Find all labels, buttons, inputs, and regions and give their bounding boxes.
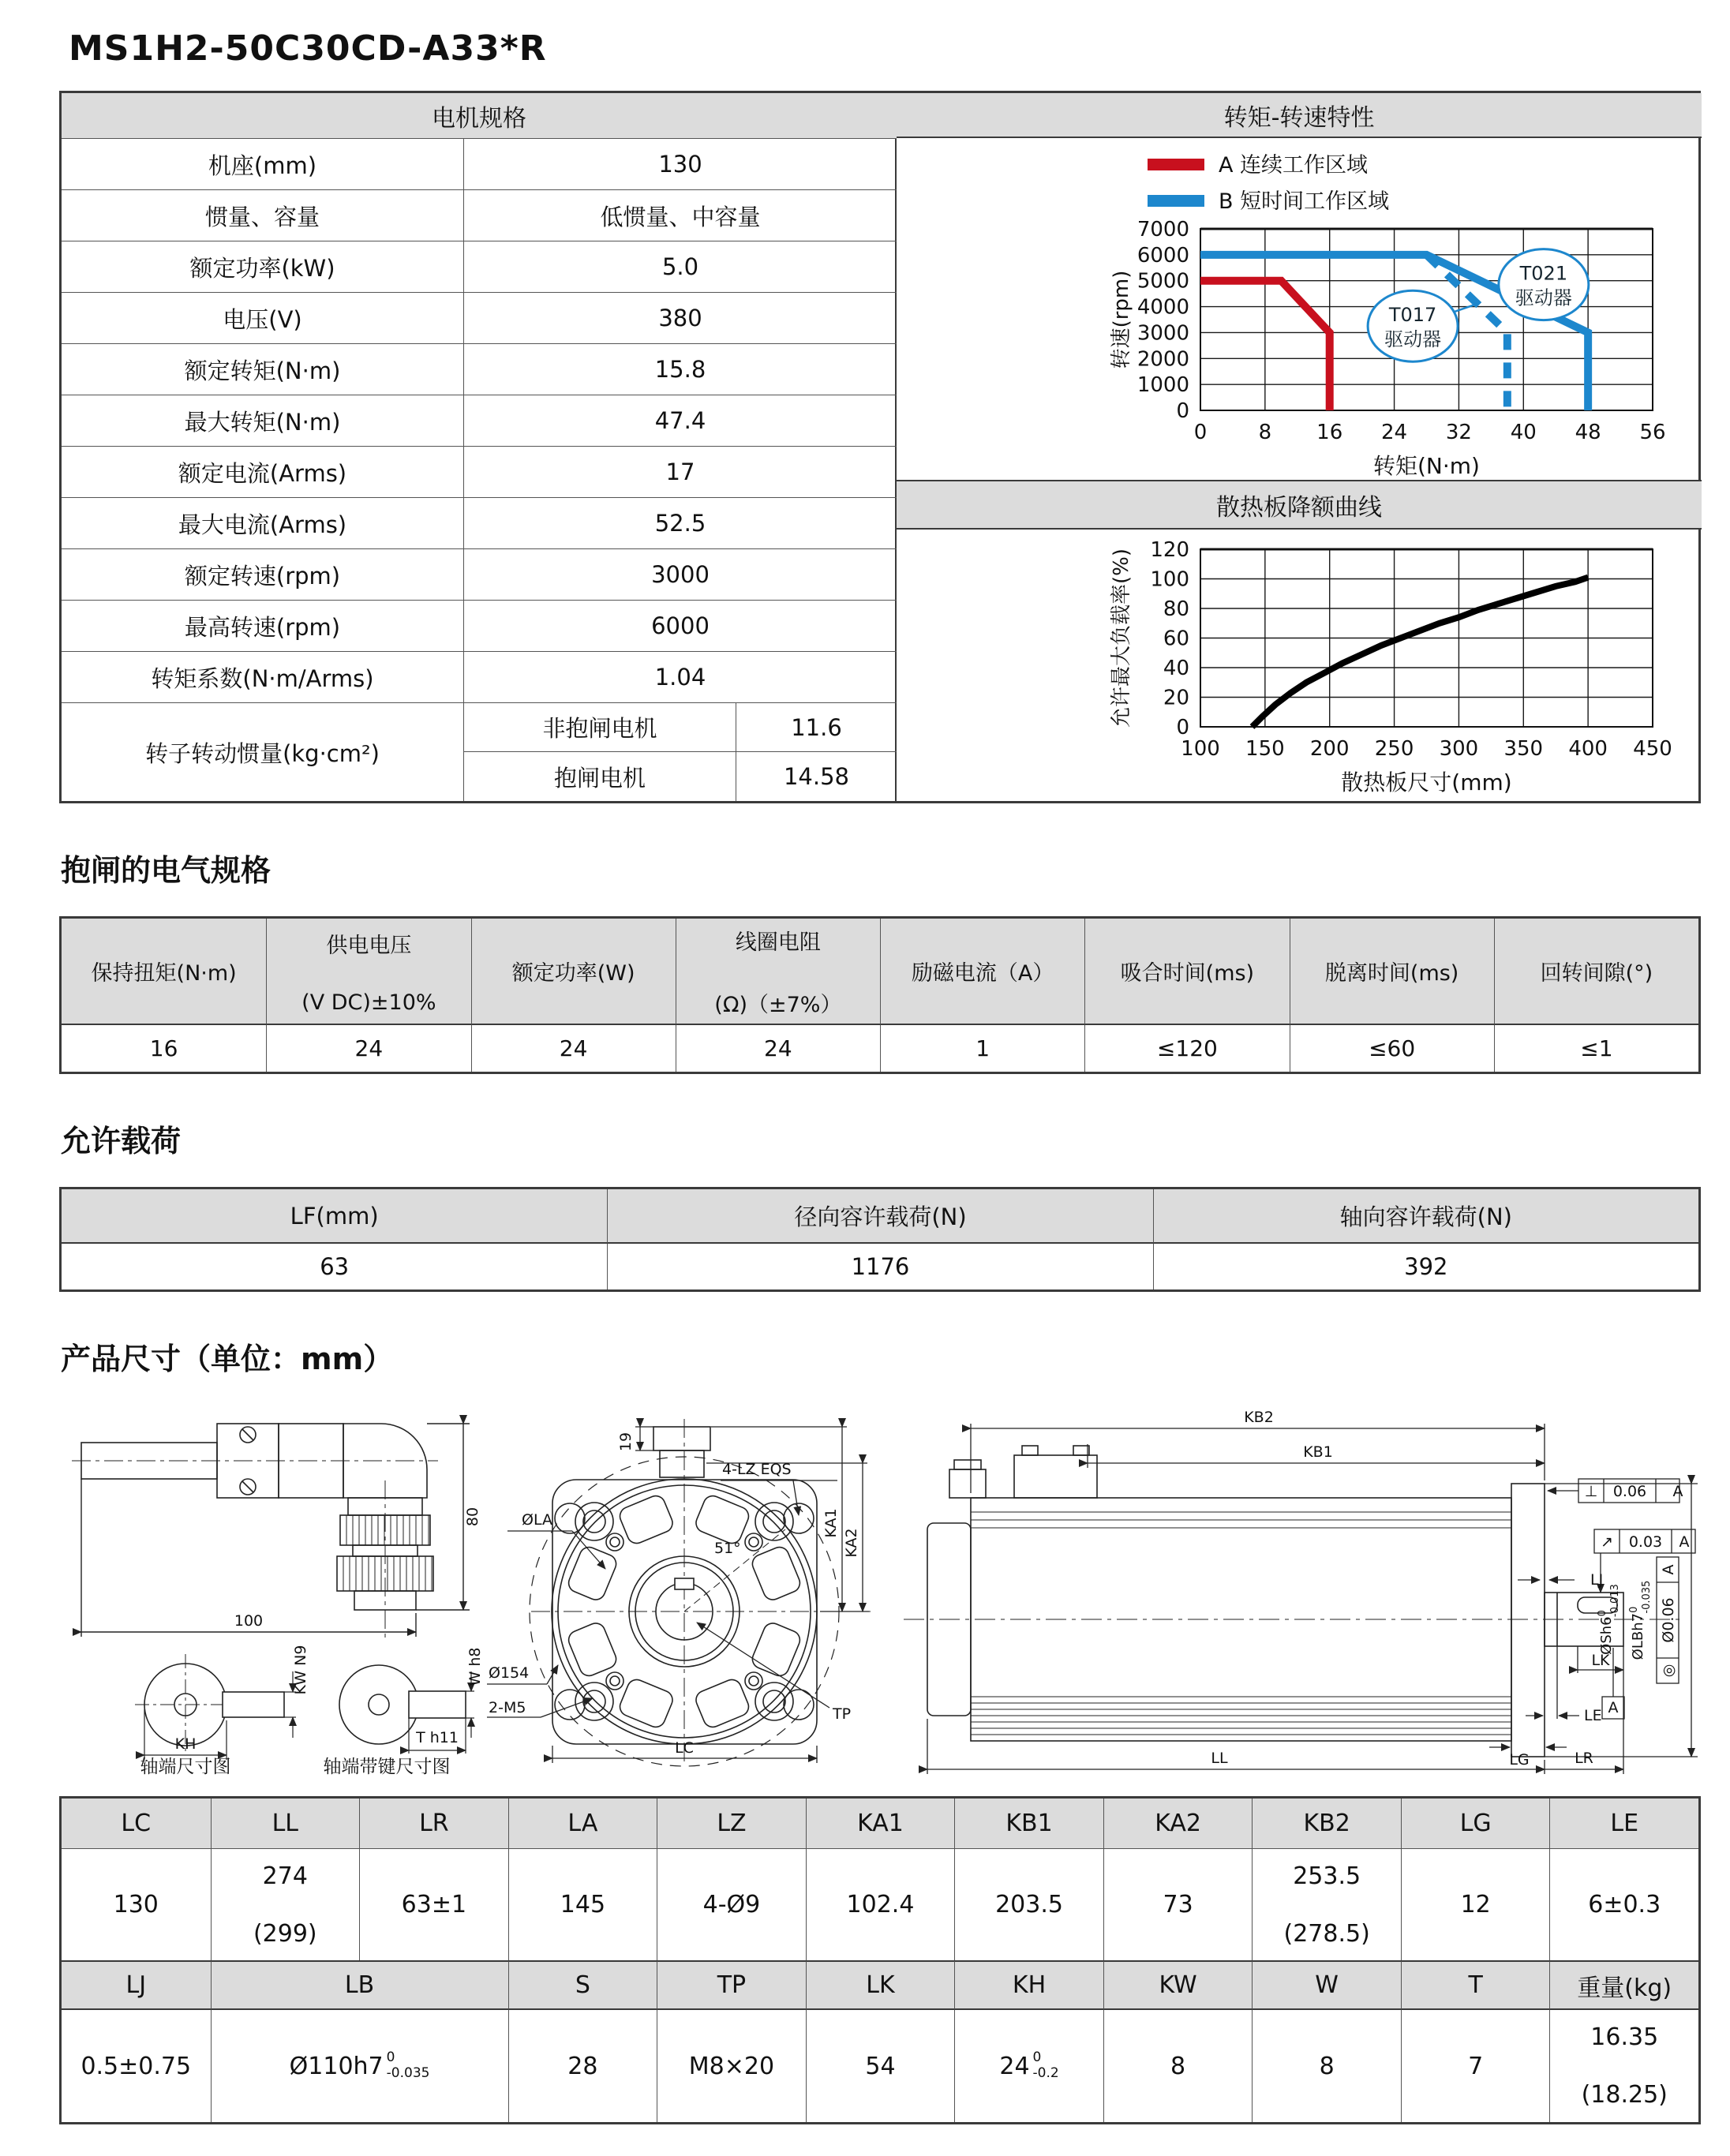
dim-col-header: LA: [508, 1799, 657, 1848]
flange-outline: [530, 1419, 871, 1766]
kw-dim-label: KW N9: [292, 1645, 309, 1695]
concentricity-tolerance-box: [1657, 1557, 1679, 1683]
dim-col-header: LC: [62, 1799, 211, 1848]
dim-col-header: LE: [1549, 1799, 1698, 1848]
dim-value: M8×20: [657, 2010, 806, 2122]
svg-text:24: 24: [1381, 421, 1408, 444]
lj-dim-label: LJ: [1590, 1571, 1604, 1589]
brake-col-header: 保持扭矩(N·m): [62, 919, 266, 1025]
spec-value: 6000: [464, 600, 897, 651]
inertia-sub-value: 14.58: [736, 751, 897, 801]
svg-text:散热板尺寸(mm): 散热板尺寸(mm): [1341, 769, 1512, 795]
dim-col-header: KA1: [806, 1799, 955, 1848]
d154-label: Ø154: [489, 1664, 530, 1682]
spec-label: 电压(V): [62, 292, 464, 343]
svg-text:3000: 3000: [1136, 321, 1189, 346]
spec-value: 380: [464, 292, 897, 343]
svg-text:T021: T021: [1519, 262, 1568, 285]
dim-value: 63±1: [359, 1848, 508, 1960]
angle-connector-outline: [72, 1424, 438, 1641]
allowable-load-table: [59, 1187, 1701, 1292]
brake-value: ≤60: [1290, 1025, 1494, 1072]
brake-col-header: 回转间隙(°): [1494, 919, 1698, 1025]
spec-value: 130: [464, 138, 897, 189]
load-value: 392: [1153, 1244, 1698, 1289]
brake-value: 16: [149, 1035, 178, 1061]
load-col-header: LF(mm): [62, 1189, 607, 1244]
tp-label: TP: [833, 1705, 852, 1723]
dim-col-header: S: [508, 1960, 657, 2010]
svg-text:100: 100: [1150, 567, 1189, 592]
t-dim-label: T h11: [416, 1729, 459, 1746]
kb2-dim-label: KB2: [1244, 1409, 1274, 1426]
brake-value: 1: [880, 1025, 1084, 1072]
svg-text:60: 60: [1163, 627, 1189, 651]
lr-dim-label: LR: [1575, 1750, 1593, 1767]
brake-value: ≤120: [1084, 1025, 1289, 1072]
dim-value: 253.5 (278.5): [1252, 1848, 1401, 1960]
spec-value: 低惯量、中容量: [464, 189, 897, 241]
load-value: 63: [320, 1253, 350, 1280]
dim-col-header: LR: [359, 1799, 508, 1848]
derating-chart-title: 散热板降额曲线: [897, 480, 1702, 530]
svg-text:16: 16: [1316, 421, 1343, 444]
spec-label: 额定转矩(N·m): [62, 343, 464, 395]
svg-text:2000: 2000: [1136, 347, 1189, 372]
svg-text:6000: 6000: [1136, 243, 1189, 268]
load-section-title: 允许载荷: [61, 1124, 182, 1158]
svg-text:Ø0.06: Ø0.06: [1660, 1597, 1677, 1643]
derating-chart: [897, 530, 1702, 801]
shaft-diameter-label: $ØSh6^0-0.013$: [1597, 1584, 1621, 1655]
m5-label: 2-M5: [489, 1699, 526, 1716]
spec-value: 1.04: [464, 651, 897, 702]
svg-text:A: A: [1660, 1564, 1677, 1575]
brake-col-header: 励磁电流（A）: [880, 919, 1084, 1025]
load-col-header: 轴向容许载荷(N): [1153, 1189, 1698, 1244]
svg-text:450: 450: [1633, 737, 1672, 761]
dim-value: 145: [508, 1848, 657, 1960]
spec-value: 17: [464, 446, 897, 497]
dims-section-title: 产品尺寸（单位：mm）: [61, 1342, 394, 1376]
dim-value: 0.5±0.75: [81, 2052, 192, 2080]
dim-col-header: LJ: [62, 1960, 211, 2010]
svg-text:0: 0: [1176, 716, 1189, 739]
dim-col-header: LZ: [657, 1799, 806, 1848]
shaft-end-caption: 轴端尺寸图: [140, 1757, 231, 1776]
inertia-sub-label: 抱闸电机: [464, 751, 736, 801]
kh-dim-label: KH: [174, 1735, 197, 1753]
lc-dim-label: LC: [675, 1739, 694, 1757]
lg-dim-label: LG: [1509, 1751, 1530, 1769]
svg-text:5000: 5000: [1136, 269, 1189, 294]
dim-value: 203.5: [954, 1848, 1103, 1960]
dim-col-header: LL: [211, 1799, 360, 1848]
dim-col-header: LB: [211, 1960, 508, 2010]
runout-value: 0.03: [1628, 1533, 1663, 1551]
spec-value: 52.5: [464, 497, 897, 548]
spec-value: 47.4: [464, 395, 897, 446]
datum-ref-a: A: [1672, 1483, 1683, 1500]
brake-value: 24: [471, 1025, 676, 1072]
lz-label: 4-LZ EQS: [722, 1461, 792, 1478]
dim-value-weight: 16.35 (18.25): [1549, 2010, 1698, 2122]
ka2-dim-label: KA2: [843, 1528, 860, 1558]
dim-value: 73: [1103, 1848, 1253, 1960]
flange-spigot-diameter-label: $ØLBh7^0-0.035$: [1628, 1580, 1653, 1660]
dim-value: 6±0.3: [1549, 1848, 1698, 1960]
brake-value: ≤1: [1494, 1025, 1698, 1072]
spec-label: 机座(mm): [62, 138, 464, 189]
spec-label: 额定功率(kW): [62, 241, 464, 292]
motor-spec-header: 电机规格: [62, 93, 897, 138]
dim-value: 54: [806, 2010, 955, 2122]
load-value: 1176: [607, 1244, 1152, 1289]
dim-col-header: KB2: [1252, 1799, 1401, 1848]
inertia-sub-value: 11.6: [736, 702, 897, 751]
svg-text:350: 350: [1503, 737, 1544, 761]
svg-text:T017: T017: [1388, 304, 1437, 327]
svg-text:◎: ◎: [1660, 1664, 1677, 1678]
le-dim-label: LE: [1584, 1707, 1602, 1724]
datasheet-page: [59, 0, 1701, 2124]
charts-panel: [897, 93, 1702, 801]
brake-value: 24: [676, 1025, 880, 1072]
spec-label: 最高转速(rpm): [62, 600, 464, 651]
svg-text:150: 150: [1245, 737, 1285, 761]
dim-19-label: 19: [617, 1432, 635, 1452]
brake-col-header: 额定功率(W): [471, 919, 676, 1025]
svg-text:120: 120: [1150, 538, 1189, 562]
angle-51-label: 51°: [714, 1540, 741, 1557]
ll-dim-label: LL: [1211, 1750, 1228, 1767]
brake-col-header: 线圈电阻 (Ω)（±7%）: [676, 919, 880, 1025]
connector-height-dim: 80: [464, 1507, 481, 1527]
svg-text:250: 250: [1374, 737, 1414, 761]
dim-col-header: KB1: [954, 1799, 1103, 1848]
dim-value: 7: [1401, 2010, 1550, 2122]
svg-text:40: 40: [1510, 421, 1537, 444]
ola-label: ØLA: [522, 1511, 552, 1529]
dim-value: 274 (299): [211, 1848, 360, 1960]
flange-front-view-drawing: [485, 1405, 880, 1776]
dimension-table: [59, 1796, 1701, 2124]
svg-text:4000: 4000: [1136, 295, 1189, 320]
motor-side-view-drawing: [880, 1405, 1701, 1776]
dim-col-header: 重量(kg): [1549, 1960, 1698, 2010]
brake-value: 24: [266, 1025, 470, 1072]
motor-spec-and-charts-table: [59, 91, 1701, 803]
dim-col-header: KA2: [1103, 1799, 1253, 1848]
shaft-end-keyed-caption: 轴端带键尺寸图: [323, 1757, 451, 1776]
dim-value: 130: [62, 1848, 211, 1960]
spec-label: 最大转矩(N·m): [62, 395, 464, 446]
svg-text:20: 20: [1163, 686, 1189, 710]
svg-text:400: 400: [1568, 737, 1608, 761]
ka1-dim-label: KA1: [822, 1508, 840, 1538]
lk-dim-label: LK: [1591, 1652, 1610, 1669]
inertia-sub-label: 非抱闸电机: [464, 702, 736, 751]
svg-text:32: 32: [1445, 421, 1472, 444]
brake-col-header: 吸合时间(ms): [1084, 919, 1289, 1025]
dim-value: 8: [1103, 2010, 1253, 2122]
spec-label: 转矩系数(N·m/Arms): [62, 651, 464, 702]
spec-value: 3000: [464, 548, 897, 600]
svg-text:56: 56: [1639, 421, 1666, 444]
svg-text:1000: 1000: [1136, 373, 1189, 398]
dim-col-header: T: [1401, 1960, 1550, 2010]
load-col-header: 径向容许载荷(N): [607, 1189, 1152, 1244]
spec-label: 惯量、容量: [62, 189, 464, 241]
connector-width-dim: 100: [234, 1612, 264, 1630]
spec-label: 最大电流(Arms): [62, 497, 464, 548]
shaft-end-view: [135, 1654, 296, 1760]
dim-col-header: LK: [806, 1960, 955, 2010]
svg-text:驱动器: 驱动器: [1384, 328, 1442, 351]
dim-value: 12: [1401, 1848, 1550, 1960]
runout-symbol: ↗: [1601, 1533, 1613, 1551]
svg-text:转矩(N·m): 转矩(N·m): [1373, 453, 1480, 479]
spec-label: 额定电流(Arms): [62, 446, 464, 497]
dim-value: 4-Ø9: [657, 1848, 806, 1960]
page-title: MS1H2-50C30CD-A33*R: [69, 28, 547, 69]
datum-a-box: A: [1608, 1699, 1619, 1716]
svg-text:7000: 7000: [1136, 218, 1189, 241]
svg-text:转速(rpm): 转速(rpm): [1110, 270, 1133, 369]
brake-section-title: 抱闸的电气规格: [61, 853, 271, 888]
svg-text:A 连续工作区域: A 连续工作区域: [1219, 153, 1369, 178]
spec-value: 5.0: [464, 241, 897, 292]
svg-text:允许最大负载率(%): 允许最大负载率(%): [1110, 548, 1133, 728]
dim-value-lb: Ø110h7 0 -0.035: [211, 2010, 508, 2122]
brake-col-header: 供电电压 (V DC)±10%: [266, 919, 470, 1025]
connector-dimensions: [81, 1424, 470, 1637]
torque-speed-chart: [897, 138, 1702, 480]
torque-speed-chart-title: 转矩-转速特性: [897, 93, 1702, 138]
dim-col-header: KW: [1103, 1960, 1253, 2010]
perpendicularity-symbol: ⊥: [1584, 1483, 1598, 1500]
dim-value: 102.4: [806, 1848, 955, 1960]
svg-text:驱动器: 驱动器: [1515, 286, 1572, 309]
spec-value: 15.8: [464, 343, 897, 395]
dimension-drawings: [59, 1405, 1701, 1776]
svg-text:40: 40: [1163, 657, 1189, 680]
brake-col-header: 脱离时间(ms): [1290, 919, 1494, 1025]
brake-spec-table: [59, 916, 1701, 1074]
perpendicularity-value: 0.06: [1612, 1483, 1647, 1500]
connector-and-shaft-end-drawing: [59, 1405, 485, 1776]
svg-text:48: 48: [1575, 421, 1601, 444]
svg-text:0: 0: [1176, 399, 1189, 423]
svg-text:300: 300: [1439, 737, 1479, 761]
dim-value: 28: [508, 2010, 657, 2122]
w-dim-label: W h8: [466, 1647, 484, 1686]
svg-text:100: 100: [1181, 737, 1220, 761]
datum-ref-a: A: [1679, 1533, 1690, 1551]
dim-col-header: W: [1252, 1960, 1401, 2010]
motor-spec-table: [62, 93, 897, 801]
kb1-dim-label: KB1: [1303, 1443, 1333, 1461]
inertia-label: 转子转动惯量(kg·cm²): [62, 702, 464, 801]
motor-body-outline: [904, 1446, 1685, 1757]
svg-text:B 短时间工作区域: B 短时间工作区域: [1219, 189, 1390, 214]
svg-text:8: 8: [1258, 421, 1272, 444]
dim-col-header: LG: [1401, 1799, 1550, 1848]
dim-value-kh: 24 0 -0.2: [954, 2010, 1103, 2122]
dim-col-header: KH: [954, 1960, 1103, 2010]
dim-value: 8: [1252, 2010, 1401, 2122]
svg-text:200: 200: [1309, 737, 1350, 761]
dim-col-header: TP: [657, 1960, 806, 2010]
svg-text:80: 80: [1163, 597, 1189, 621]
svg-text:0: 0: [1193, 421, 1208, 444]
side-view-dim-lines: [927, 1424, 1698, 1774]
spec-label: 额定转速(rpm): [62, 548, 464, 600]
